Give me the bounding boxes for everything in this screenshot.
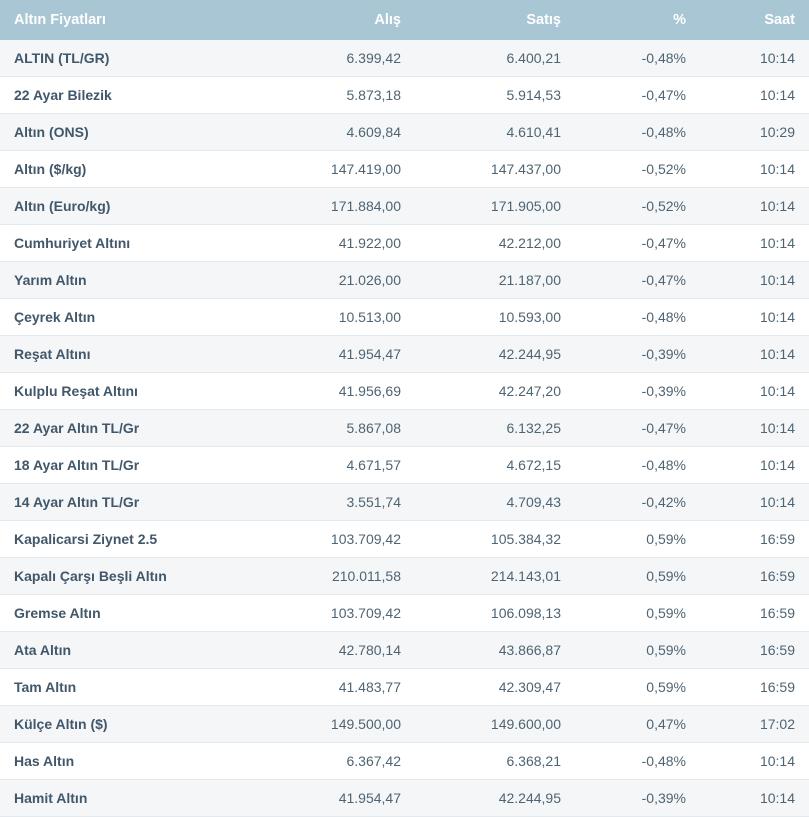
cell-sell: 171.905,00 bbox=[415, 188, 575, 225]
cell-buy: 42.780,14 bbox=[255, 632, 415, 669]
cell-percent: -0,48% bbox=[575, 299, 700, 336]
cell-name: Külçe Altın ($) bbox=[0, 706, 255, 743]
cell-sell: 149.600,00 bbox=[415, 706, 575, 743]
cell-time: 10:14 bbox=[700, 743, 809, 780]
cell-buy: 5.867,08 bbox=[255, 410, 415, 447]
cell-percent: 0,59% bbox=[575, 521, 700, 558]
table-row[interactable] bbox=[0, 632, 809, 669]
table-body bbox=[0, 40, 809, 817]
cell-buy: 21.026,00 bbox=[255, 262, 415, 299]
table-header-row bbox=[0, 0, 809, 40]
cell-buy: 41.956,69 bbox=[255, 373, 415, 410]
cell-sell: 42.244,95 bbox=[415, 336, 575, 373]
cell-name: Gremse Altın bbox=[0, 595, 255, 632]
cell-sell: 6.368,21 bbox=[415, 743, 575, 780]
column-header-buy[interactable]: Alış bbox=[255, 0, 415, 40]
cell-percent: -0,48% bbox=[575, 40, 700, 77]
cell-buy: 10.513,00 bbox=[255, 299, 415, 336]
cell-sell: 42.309,47 bbox=[415, 669, 575, 706]
cell-time: 16:59 bbox=[700, 595, 809, 632]
table-row[interactable] bbox=[0, 706, 809, 743]
cell-sell: 105.384,32 bbox=[415, 521, 575, 558]
cell-sell: 4.709,43 bbox=[415, 484, 575, 521]
cell-percent: 0,59% bbox=[575, 632, 700, 669]
cell-name: 18 Ayar Altın TL/Gr bbox=[0, 447, 255, 484]
table-row[interactable] bbox=[0, 262, 809, 299]
cell-buy: 6.367,42 bbox=[255, 743, 415, 780]
cell-percent: -0,39% bbox=[575, 780, 700, 817]
cell-time: 16:59 bbox=[700, 632, 809, 669]
cell-percent: -0,47% bbox=[575, 262, 700, 299]
cell-sell: 5.914,53 bbox=[415, 77, 575, 114]
table-row[interactable] bbox=[0, 151, 809, 188]
table-row[interactable] bbox=[0, 114, 809, 151]
cell-time: 10:14 bbox=[700, 484, 809, 521]
cell-name: Çeyrek Altın bbox=[0, 299, 255, 336]
cell-name: Ata Altın bbox=[0, 632, 255, 669]
cell-time: 10:14 bbox=[700, 447, 809, 484]
cell-time: 17:02 bbox=[700, 706, 809, 743]
table-row[interactable] bbox=[0, 743, 809, 780]
cell-buy: 4.671,57 bbox=[255, 447, 415, 484]
cell-time: 10:14 bbox=[700, 373, 809, 410]
cell-name: Tam Altın bbox=[0, 669, 255, 706]
cell-percent: -0,47% bbox=[575, 225, 700, 262]
cell-percent: -0,39% bbox=[575, 373, 700, 410]
cell-name: Altın (Euro/kg) bbox=[0, 188, 255, 225]
cell-sell: 10.593,00 bbox=[415, 299, 575, 336]
cell-sell: 42.247,20 bbox=[415, 373, 575, 410]
cell-sell: 106.098,13 bbox=[415, 595, 575, 632]
cell-percent: 0,47% bbox=[575, 706, 700, 743]
table-row[interactable] bbox=[0, 410, 809, 447]
cell-percent: -0,47% bbox=[575, 410, 700, 447]
cell-buy: 171.884,00 bbox=[255, 188, 415, 225]
cell-time: 10:14 bbox=[700, 336, 809, 373]
cell-name: Kapalicarsi Ziynet 2.5 bbox=[0, 521, 255, 558]
table-row[interactable] bbox=[0, 373, 809, 410]
cell-percent: -0,39% bbox=[575, 336, 700, 373]
cell-name: Altın ($/kg) bbox=[0, 151, 255, 188]
cell-name: Kulplu Reşat Altını bbox=[0, 373, 255, 410]
cell-name: ALTIN (TL/GR) bbox=[0, 40, 255, 77]
cell-percent: -0,52% bbox=[575, 188, 700, 225]
table-row[interactable] bbox=[0, 484, 809, 521]
cell-time: 10:14 bbox=[700, 188, 809, 225]
table-row[interactable] bbox=[0, 780, 809, 817]
table-row[interactable] bbox=[0, 521, 809, 558]
cell-buy: 149.500,00 bbox=[255, 706, 415, 743]
cell-percent: -0,42% bbox=[575, 484, 700, 521]
table-row[interactable] bbox=[0, 595, 809, 632]
cell-time: 16:59 bbox=[700, 521, 809, 558]
cell-time: 10:14 bbox=[700, 77, 809, 114]
cell-buy: 5.873,18 bbox=[255, 77, 415, 114]
cell-sell: 147.437,00 bbox=[415, 151, 575, 188]
cell-sell: 6.400,21 bbox=[415, 40, 575, 77]
cell-name: Cumhuriyet Altını bbox=[0, 225, 255, 262]
cell-buy: 3.551,74 bbox=[255, 484, 415, 521]
table-row[interactable] bbox=[0, 669, 809, 706]
table-row[interactable] bbox=[0, 299, 809, 336]
cell-percent: -0,48% bbox=[575, 447, 700, 484]
cell-buy: 147.419,00 bbox=[255, 151, 415, 188]
cell-name: Kapalı Çarşı Beşli Altın bbox=[0, 558, 255, 595]
cell-name: Has Altın bbox=[0, 743, 255, 780]
cell-buy: 103.709,42 bbox=[255, 521, 415, 558]
column-header-percent[interactable]: % bbox=[575, 0, 700, 40]
cell-name: Yarım Altın bbox=[0, 262, 255, 299]
column-header-sell[interactable]: Satış bbox=[415, 0, 575, 40]
cell-time: 10:14 bbox=[700, 262, 809, 299]
column-header-time[interactable]: Saat bbox=[700, 0, 809, 40]
cell-percent: -0,48% bbox=[575, 743, 700, 780]
cell-name: Hamit Altın bbox=[0, 780, 255, 817]
table-row[interactable] bbox=[0, 336, 809, 373]
cell-buy: 6.399,42 bbox=[255, 40, 415, 77]
cell-time: 10:14 bbox=[700, 780, 809, 817]
cell-time: 10:14 bbox=[700, 410, 809, 447]
cell-buy: 4.609,84 bbox=[255, 114, 415, 151]
cell-buy: 41.954,47 bbox=[255, 336, 415, 373]
cell-buy: 210.011,58 bbox=[255, 558, 415, 595]
cell-time: 10:14 bbox=[700, 299, 809, 336]
cell-time: 10:14 bbox=[700, 225, 809, 262]
cell-time: 10:14 bbox=[700, 151, 809, 188]
table-row[interactable] bbox=[0, 558, 809, 595]
cell-sell: 4.610,41 bbox=[415, 114, 575, 151]
cell-sell: 21.187,00 bbox=[415, 262, 575, 299]
table-row[interactable] bbox=[0, 40, 809, 77]
cell-buy: 41.954,47 bbox=[255, 780, 415, 817]
cell-time: 16:59 bbox=[700, 558, 809, 595]
cell-percent: -0,48% bbox=[575, 114, 700, 151]
cell-time: 10:14 bbox=[700, 40, 809, 77]
cell-name: Altın (ONS) bbox=[0, 114, 255, 151]
cell-sell: 214.143,01 bbox=[415, 558, 575, 595]
cell-percent: 0,59% bbox=[575, 595, 700, 632]
cell-percent: 0,59% bbox=[575, 558, 700, 595]
table-row[interactable] bbox=[0, 188, 809, 225]
cell-sell: 42.244,95 bbox=[415, 780, 575, 817]
table-row[interactable] bbox=[0, 77, 809, 114]
cell-buy: 41.922,00 bbox=[255, 225, 415, 262]
cell-percent: -0,52% bbox=[575, 151, 700, 188]
cell-time: 16:59 bbox=[700, 669, 809, 706]
cell-name: Reşat Altını bbox=[0, 336, 255, 373]
cell-name: 14 Ayar Altın TL/Gr bbox=[0, 484, 255, 521]
cell-name: 22 Ayar Altın TL/Gr bbox=[0, 410, 255, 447]
table-row[interactable] bbox=[0, 447, 809, 484]
cell-sell: 4.672,15 bbox=[415, 447, 575, 484]
cell-sell: 42.212,00 bbox=[415, 225, 575, 262]
cell-sell: 43.866,87 bbox=[415, 632, 575, 669]
cell-percent: 0,59% bbox=[575, 669, 700, 706]
cell-buy: 41.483,77 bbox=[255, 669, 415, 706]
cell-buy: 103.709,42 bbox=[255, 595, 415, 632]
cell-name: 22 Ayar Bilezik bbox=[0, 77, 255, 114]
cell-percent: -0,47% bbox=[575, 77, 700, 114]
cell-sell: 6.132,25 bbox=[415, 410, 575, 447]
table-row[interactable] bbox=[0, 225, 809, 262]
table-header bbox=[0, 0, 809, 40]
column-header-name[interactable]: Altın Fiyatları bbox=[0, 0, 255, 40]
cell-time: 10:29 bbox=[700, 114, 809, 151]
